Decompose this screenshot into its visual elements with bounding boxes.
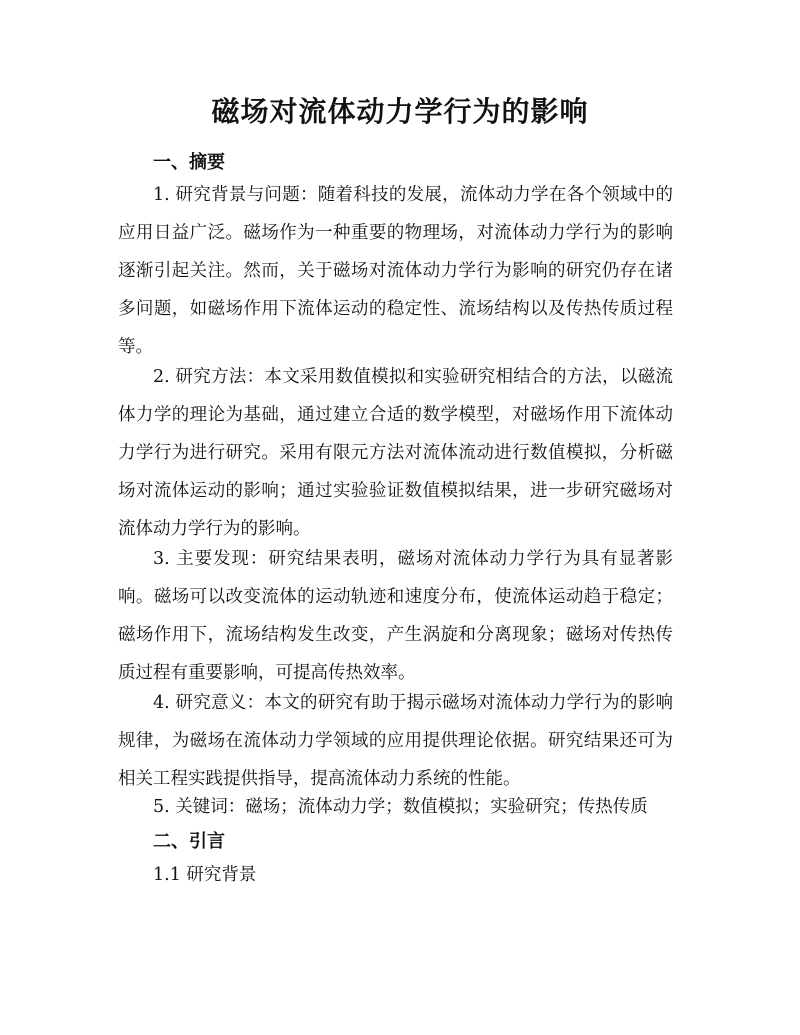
abstract-paragraph-background: 1. 研究背景与问题：随着科技的发展，流体动力学在各个领域中的应用日益广泛。磁场作为一种重要的物理场，对流体动力学行为的影响逐渐引起关注。然而，关于磁场对流体动力学行为影响的研究仍存在诸多问题，如磁场作用下流体运动的稳定性、流场结构以及传热传质过程等。: [118, 185, 673, 357]
research-background-subheading: 1.1 研究背景: [153, 865, 257, 885]
document-title: 磁场对流体动力学行为的影响: [211, 95, 589, 128]
abstract-keywords: 5. 关键词：磁场；流体动力学；数值模拟；实验研究；传热传质: [153, 797, 648, 817]
introduction-heading: 二、引言: [153, 831, 225, 852]
abstract-heading: 一、摘要: [153, 152, 225, 173]
abstract-paragraph-methods: 2. 研究方法：本文采用数值模拟和实验研究相结合的方法，以磁流体力学的理论为基础，通过建立合适的数学模型，对磁场作用下流体动力学行为进行研究。采用有限元方法对流体流动进行数值模拟，分析磁场对流体运动的影响；通过实验验证数值模拟结果，进一步研究磁场对流体动力学行为的影响。: [118, 367, 673, 539]
abstract-paragraph-findings: 3. 主要发现：研究结果表明，磁场对流体动力学行为具有显著影响。磁场可以改变流体的运动轨迹和速度分布，使流体运动趋于稳定；磁场作用下，流场结构发生改变，产生涡旋和分离现象；磁场对传热传质过程有重要影响，可提高传热效率。: [118, 549, 673, 683]
abstract-paragraph-significance: 4. 研究意义：本文的研究有助于揭示磁场对流体动力学行为的影响规律，为磁场在流体动力学领域的应用提供理论依据。研究结果还可为相关工程实践提供指导，提高流体动力系统的性能。: [118, 693, 673, 789]
